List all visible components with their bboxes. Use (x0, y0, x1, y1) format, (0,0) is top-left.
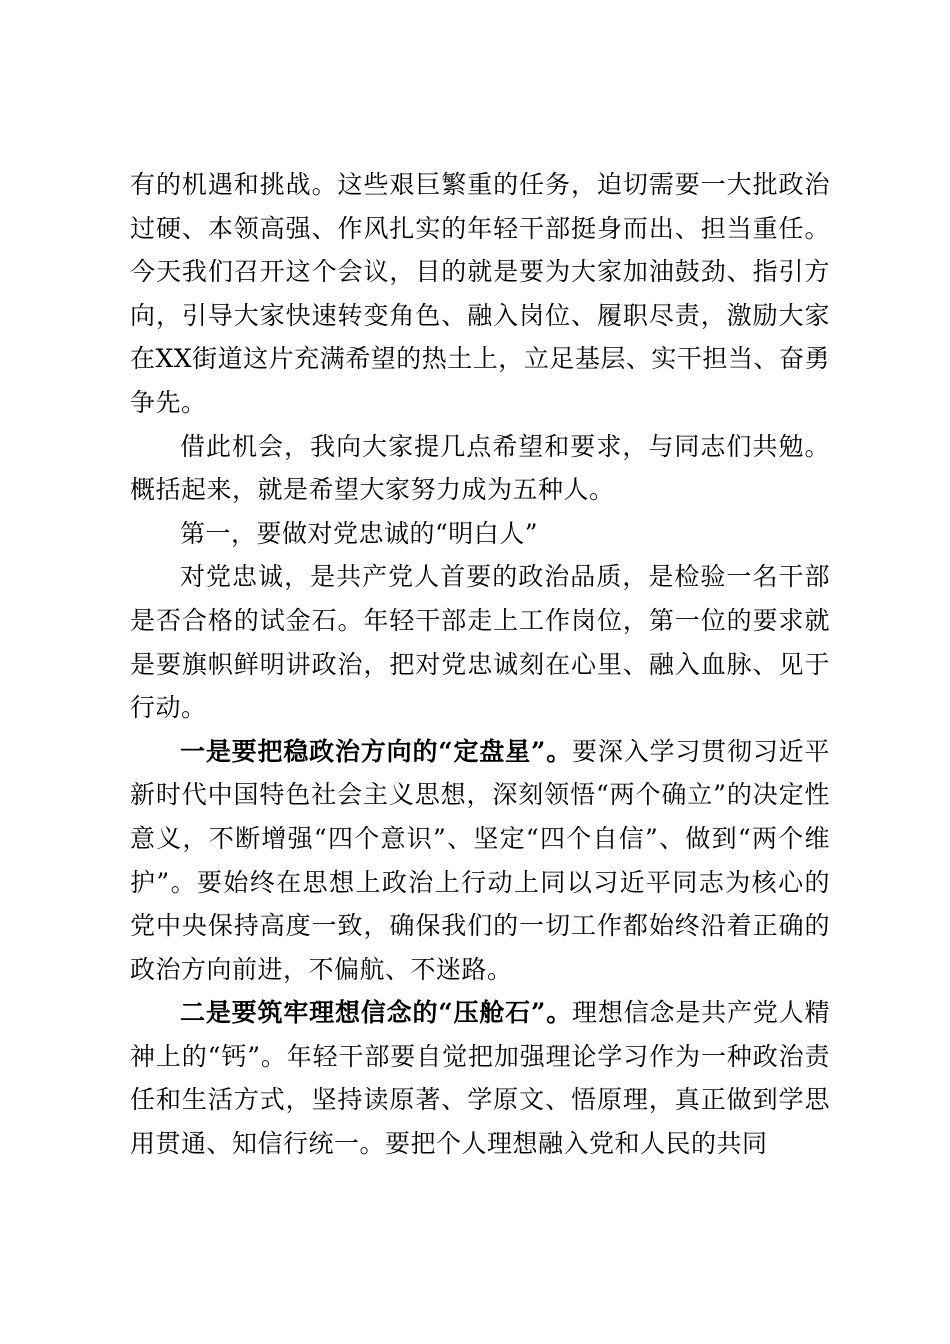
point-two-text: 理想信念是共产党人精神上的“钙”。年轻干部要自觉把加强理论学习作为一种政治责任和生活方式，坚持读原著、学原文、悟原理，真正做到学思用贯通、知信行统一。要把个人理想融入党和人民的共同 (130, 998, 830, 1159)
section-heading-first: 第一，要做对党忠诚的“明白人” (180, 518, 539, 548)
paragraph-loyalty: 对党忠诚，是共产党人首要的政治品质，是检验一名干部是否合格的试金石。年轻干部走上工作岗位，第一位的要求就是要旗帜鲜明讲政治，把对党忠诚刻在心里、融入血脉、见于行动。 (130, 562, 830, 723)
paragraph-point-two (130, 991, 830, 1165)
paragraph-intro: 借此机会，我向大家提几点希望和要求，与同志们共勉。概括起来，就是希望大家努力成为五种人。 (130, 431, 830, 505)
point-two-heading: 二是要筑牢理想信念的“压舱石”。 (180, 998, 573, 1028)
point-one-heading: 一是要把稳政治方向的“定盘星”。 (180, 736, 573, 766)
paragraph-continuation: 有的机遇和挑战。这些艰巨繁重的任务，迫切需要一大批政治过硬、本领高强、作风扎实的年轻干部挺身而出、担当重任。今天我们召开这个会议，目的就是要为大家加油鼓劲、指引方向，引导大家快速转变角色、融入岗位、履职尽责，激励大家在XX街道这片充满希望的热土上，立足基层、实干担当、奋勇争先。 (130, 170, 830, 417)
paragraph-point-one (130, 730, 830, 992)
document-body (130, 163, 830, 1166)
point-one-text: 要深入学习贯彻习近平新时代中国特色社会主义思想，深刻领悟“两个确立”的决定性意义，不断增强“四个意识”、坚定“四个自信”、做到“两个维护”。要始终在思想上政治上行动上同以习近平同志为核心的党中央保持高度一致，确保我们的一切工作都始终沿着正确的政治方向前进，不偏航、不迷路。 (130, 736, 830, 984)
